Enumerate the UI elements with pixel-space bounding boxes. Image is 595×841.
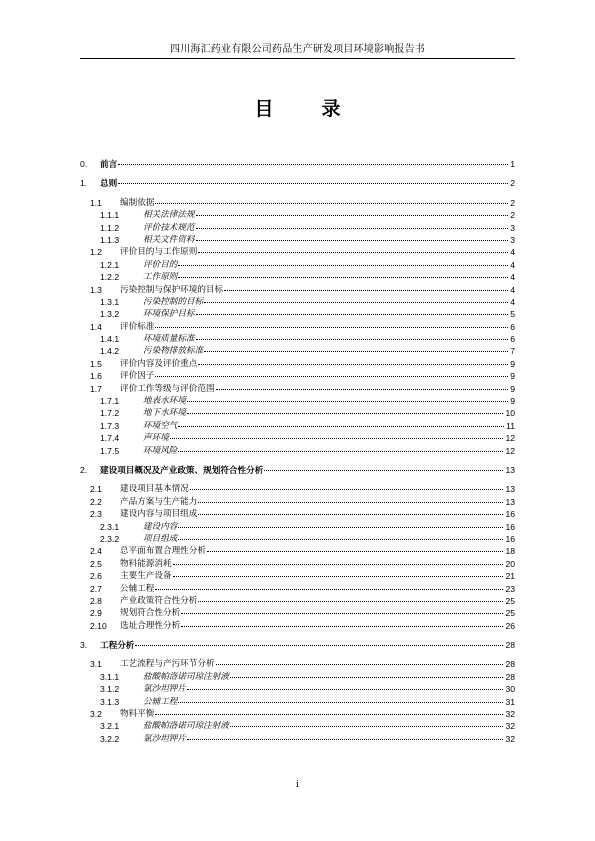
dot-leader [196, 222, 509, 229]
toc-entry-page: 11 [506, 420, 515, 431]
toc-entry-label: 建设内容与项目组成 [120, 509, 198, 520]
toc-entry-number: 1.7.5 [100, 445, 120, 456]
toc-entry-number: 1.3 [90, 284, 102, 295]
toc-entry-page: 9 [510, 396, 515, 407]
toc-entry-number: 3.1.1 [100, 671, 120, 682]
toc-entry-label: 地下水环境 [143, 408, 186, 419]
toc-entry[interactable] [80, 333, 515, 345]
toc-entry-page: 32 [505, 721, 515, 732]
running-header: 四川海汇药业有限公司药品生产研发项目环境影响报告书 [80, 40, 515, 59]
toc-entry[interactable] [80, 671, 515, 683]
toc-entry[interactable] [80, 521, 515, 533]
table-of-contents [80, 158, 515, 745]
toc-entry[interactable] [80, 222, 515, 234]
toc-entry-number: 1.5 [90, 358, 102, 369]
toc-entry-page: 20 [505, 558, 515, 569]
toc-entry-page: 28 [505, 659, 515, 670]
toc-entry-page: 23 [505, 583, 515, 594]
toc-entry-page: 25 [505, 608, 515, 619]
dot-leader [187, 407, 503, 414]
dot-leader [196, 234, 509, 241]
dot-leader [170, 432, 504, 439]
toc-entry-number: 2.3 [90, 509, 102, 520]
toc-entry-label: 公辅工程 [143, 696, 178, 707]
toc-entry[interactable] [80, 370, 515, 382]
toc-entry-number: 2.4 [90, 546, 102, 557]
toc-entry-label: 物料能源消耗 [120, 558, 172, 569]
toc-entry-label: 环境保护目标 [143, 309, 195, 320]
toc-entry-label: 评价技术规范 [143, 222, 195, 233]
toc-entry-number: 1.7.3 [100, 420, 120, 431]
toc-entry-label: 环境风险 [143, 445, 178, 456]
dot-leader [204, 345, 508, 352]
toc-entry-number: 1.7.4 [100, 433, 120, 444]
dot-leader [187, 395, 508, 402]
toc-entry-page: 7 [510, 346, 515, 357]
dot-leader [190, 483, 504, 490]
toc-entry[interactable] [80, 464, 515, 476]
toc-entry-number: 1.6 [90, 371, 102, 382]
toc-entry-page: 28 [505, 671, 515, 682]
toc-entry-label: 盐酸帕洛诺司琼注射液 [143, 671, 229, 682]
toc-entry-number: 2.7 [90, 583, 102, 594]
toc-entry-label: 环境空气 [143, 420, 178, 431]
toc-entry-label: 总平面布置合理性分析 [120, 546, 206, 557]
dot-leader [178, 445, 503, 452]
toc-entry-label: 评价标准 [120, 321, 155, 332]
dot-leader [135, 639, 503, 646]
toc-entry-page: 25 [505, 595, 515, 606]
toc-entry[interactable] [80, 234, 515, 246]
toc-entry-page: 21 [505, 571, 515, 582]
toc-entry-page: 30 [505, 684, 515, 695]
toc-entry-page: 2 [510, 197, 515, 208]
toc-entry-number: 2.3.1 [100, 521, 120, 532]
toc-entry-number: 1.7.1 [100, 396, 120, 407]
toc-entry-label: 氯沙坦钾片 [143, 684, 186, 695]
toc-entry-number: 1.1.1 [100, 210, 120, 221]
dot-leader [155, 321, 508, 328]
toc-entry-number: 1.7 [90, 383, 102, 394]
toc-entry[interactable] [80, 733, 515, 745]
dot-leader [178, 271, 508, 278]
toc-entry[interactable] [80, 246, 515, 258]
dot-leader [216, 383, 509, 390]
toc-entry-number: 1.1.2 [100, 222, 120, 233]
toc-entry-number: 1.4.2 [100, 346, 120, 357]
dot-leader [155, 197, 508, 204]
toc-entry-label: 规划符合性分析 [120, 608, 181, 619]
page-title [0, 94, 595, 121]
toc-entry[interactable] [80, 545, 515, 557]
dot-leader [230, 671, 503, 678]
page-number: i [296, 780, 299, 790]
toc-entry-page: 10 [505, 408, 515, 419]
toc-entry-page: 2 [510, 210, 515, 221]
toc-entry-label: 评价因子 [120, 371, 155, 382]
toc-entry-label: 环境质量标准 [143, 334, 195, 345]
toc-entry-number: 2.1 [90, 484, 102, 495]
dot-leader [173, 558, 504, 565]
title-char-1: 目 [254, 98, 274, 120]
toc-entry-page: 13 [505, 464, 515, 475]
toc-entry-page: 4 [510, 247, 515, 258]
toc-entry-page: 26 [505, 620, 515, 631]
dot-leader [178, 259, 508, 266]
toc-entry-number: 2.2 [90, 496, 102, 507]
toc-entry[interactable] [80, 683, 515, 695]
dot-leader [198, 595, 503, 602]
toc-entry-label: 产业政策符合性分析 [120, 595, 198, 606]
toc-entry-number: 3.2.1 [100, 721, 120, 732]
toc-entry[interactable] [80, 639, 515, 651]
toc-entry[interactable] [80, 271, 515, 283]
dot-leader [196, 308, 509, 315]
toc-entry[interactable] [80, 209, 515, 221]
toc-entry-number: 2. [80, 464, 88, 475]
toc-entry-number: 1.1 [90, 197, 102, 208]
toc-entry-label: 选址合理性分析 [120, 620, 181, 631]
toc-entry-number: 3.1 [90, 659, 102, 670]
toc-entry-page: 6 [510, 334, 515, 345]
toc-entry-label: 项目组成 [143, 533, 178, 544]
toc-entry[interactable] [80, 445, 515, 457]
toc-entry-number: 1.1.3 [100, 234, 120, 245]
toc-entry[interactable] [80, 570, 515, 582]
toc-entry-number: 2.5 [90, 558, 102, 569]
toc-entry[interactable] [80, 197, 515, 209]
toc-entry-label: 前言 [100, 159, 118, 169]
toc-entry-number: 0. [80, 159, 88, 169]
toc-entry[interactable] [80, 284, 515, 296]
dot-leader [178, 533, 503, 540]
toc-entry[interactable] [80, 533, 515, 545]
toc-entry-number: 1.4 [90, 321, 102, 332]
toc-entry[interactable] [80, 420, 515, 432]
toc-entry-page: 18 [505, 546, 515, 557]
dot-leader [230, 720, 503, 727]
toc-entry-label: 氯沙坦钾片 [143, 733, 186, 744]
toc-entry-number: 1.3.2 [100, 309, 120, 320]
toc-entry-number: 3.2 [90, 709, 102, 720]
dot-leader [196, 209, 509, 216]
toc-entry[interactable] [80, 658, 515, 670]
toc-entry-number: 3.1.2 [100, 684, 120, 695]
toc-entry-label: 声环境 [143, 433, 169, 444]
dot-leader [187, 733, 503, 740]
toc-entry-page: 13 [505, 496, 515, 507]
toc-entry-page: 6 [510, 321, 515, 332]
dot-leader [181, 620, 503, 627]
dot-leader [198, 496, 503, 503]
toc-entry-label: 相关法律法规 [143, 210, 195, 221]
dot-leader [173, 570, 504, 577]
toc-entry-label: 工作原则 [143, 272, 178, 283]
toc-entry-label: 物料平衡 [120, 709, 155, 720]
dot-leader [178, 420, 504, 427]
title-char-2: 录 [321, 98, 341, 120]
toc-entry[interactable] [80, 296, 515, 308]
toc-entry[interactable] [80, 158, 515, 170]
toc-entry-number: 1. [80, 178, 88, 189]
toc-entry-label: 污染控制的目标 [143, 296, 204, 307]
toc-entry-number: 2.8 [90, 595, 102, 606]
dot-leader [216, 658, 504, 665]
dot-leader [118, 177, 508, 184]
toc-entry-page: 4 [510, 284, 515, 295]
toc-entry-number: 2.3.2 [100, 533, 120, 544]
toc-entry-label: 建设内容 [143, 521, 178, 532]
toc-entry-page: 28 [505, 640, 515, 651]
toc-entry-page: 4 [510, 296, 515, 307]
dot-leader [204, 296, 508, 303]
toc-entry-number: 1.4.1 [100, 334, 120, 345]
toc-entry[interactable] [80, 177, 515, 189]
toc-entry-page: 5 [510, 309, 515, 320]
toc-entry-number: 2.10 [90, 620, 107, 631]
toc-entry-label: 评价内容及评价重点 [120, 358, 198, 369]
toc-entry-number: 1.2.1 [100, 259, 120, 270]
toc-entry-page: 9 [510, 371, 515, 382]
dot-leader [155, 708, 503, 715]
toc-entry-label: 主要生产设备 [120, 571, 172, 582]
dot-leader [207, 545, 503, 552]
toc-entry[interactable] [80, 483, 515, 495]
toc-entry-page: 13 [505, 484, 515, 495]
toc-entry-page: 3 [510, 222, 515, 233]
toc-entry-page: 32 [505, 709, 515, 720]
dot-leader [198, 246, 508, 253]
dot-leader [178, 521, 503, 528]
toc-entry-label: 评价目的与工作原则 [120, 247, 198, 258]
toc-entry[interactable] [80, 583, 515, 595]
toc-entry[interactable] [80, 607, 515, 619]
dot-leader [155, 370, 508, 377]
toc-entry[interactable] [80, 407, 515, 419]
toc-entry-label: 公辅工程 [120, 583, 155, 594]
dot-leader [196, 333, 509, 340]
toc-entry[interactable] [80, 432, 515, 444]
dot-leader [187, 683, 503, 690]
dot-leader [155, 583, 503, 590]
toc-entry-page: 2 [510, 178, 515, 189]
toc-entry-number: 3.2.2 [100, 733, 120, 744]
dot-leader [118, 158, 508, 165]
toc-entry-label: 工艺流程与产污环节分析 [120, 659, 215, 670]
toc-entry-page: 16 [505, 509, 515, 520]
toc-entry-number: 3.1.3 [100, 696, 120, 707]
dot-leader [224, 284, 508, 291]
toc-entry-label: 工程分析 [100, 640, 135, 651]
toc-entry-page: 31 [505, 696, 515, 707]
toc-entry-page: 4 [510, 259, 515, 270]
toc-entry-page: 12 [505, 433, 515, 444]
toc-entry-page: 3 [510, 234, 515, 245]
toc-entry[interactable] [80, 496, 515, 508]
toc-entry[interactable] [80, 308, 515, 320]
toc-entry-label: 污染物排放标准 [143, 346, 204, 357]
toc-entry-label: 评价工作等级与评价范围 [120, 383, 215, 394]
toc-entry-page: 1 [510, 159, 515, 169]
toc-entry-label: 相关文件资料 [143, 234, 195, 245]
toc-entry-page: 9 [510, 383, 515, 394]
toc-entry[interactable] [80, 696, 515, 708]
toc-entry-number: 1.2 [90, 247, 102, 258]
toc-entry-number: 2.6 [90, 571, 102, 582]
toc-entry-label: 地表水环境 [143, 396, 186, 407]
toc-entry-number: 1.3.1 [100, 296, 120, 307]
toc-entry[interactable] [80, 358, 515, 370]
toc-entry-number: 1.2.2 [100, 272, 120, 283]
toc-entry[interactable] [80, 321, 515, 333]
toc-entry[interactable] [80, 508, 515, 520]
toc-entry-page: 12 [505, 445, 515, 456]
dot-leader [181, 607, 503, 614]
dot-leader [198, 508, 503, 515]
toc-entry-label: 评价目的 [143, 259, 178, 270]
toc-entry[interactable] [80, 395, 515, 407]
toc-entry-page: 4 [510, 272, 515, 283]
toc-entry-page: 32 [505, 733, 515, 744]
toc-entry-label: 建设项目概况及产业政策、规划符合性分析 [100, 464, 264, 475]
toc-entry[interactable] [80, 259, 515, 271]
toc-entry[interactable] [80, 708, 515, 720]
toc-entry-page: 16 [505, 521, 515, 532]
dot-leader [178, 696, 503, 703]
toc-entry-number: 1.7.2 [100, 408, 120, 419]
toc-entry-label: 产品方案与生产能力 [120, 496, 198, 507]
toc-entry[interactable] [80, 720, 515, 732]
toc-entry-number: 2.9 [90, 608, 102, 619]
dot-leader [264, 464, 503, 471]
toc-entry[interactable] [80, 383, 515, 395]
toc-entry-label: 编制依据 [120, 197, 155, 208]
toc-entry-page: 16 [505, 533, 515, 544]
toc-entry-label: 总则 [100, 178, 118, 189]
toc-entry-number: 3. [80, 640, 88, 651]
toc-entry[interactable] [80, 595, 515, 607]
toc-entry[interactable] [80, 620, 515, 632]
toc-entry-label: 盐酸帕洛诺司琼注射液 [143, 721, 229, 732]
toc-entry-page: 9 [510, 358, 515, 369]
toc-entry-label: 建设项目基本情况 [120, 484, 189, 495]
dot-leader [198, 358, 508, 365]
toc-entry-label: 污染控制与保护环境的目标 [120, 284, 224, 295]
toc-entry[interactable] [80, 345, 515, 357]
toc-entry[interactable] [80, 558, 515, 570]
